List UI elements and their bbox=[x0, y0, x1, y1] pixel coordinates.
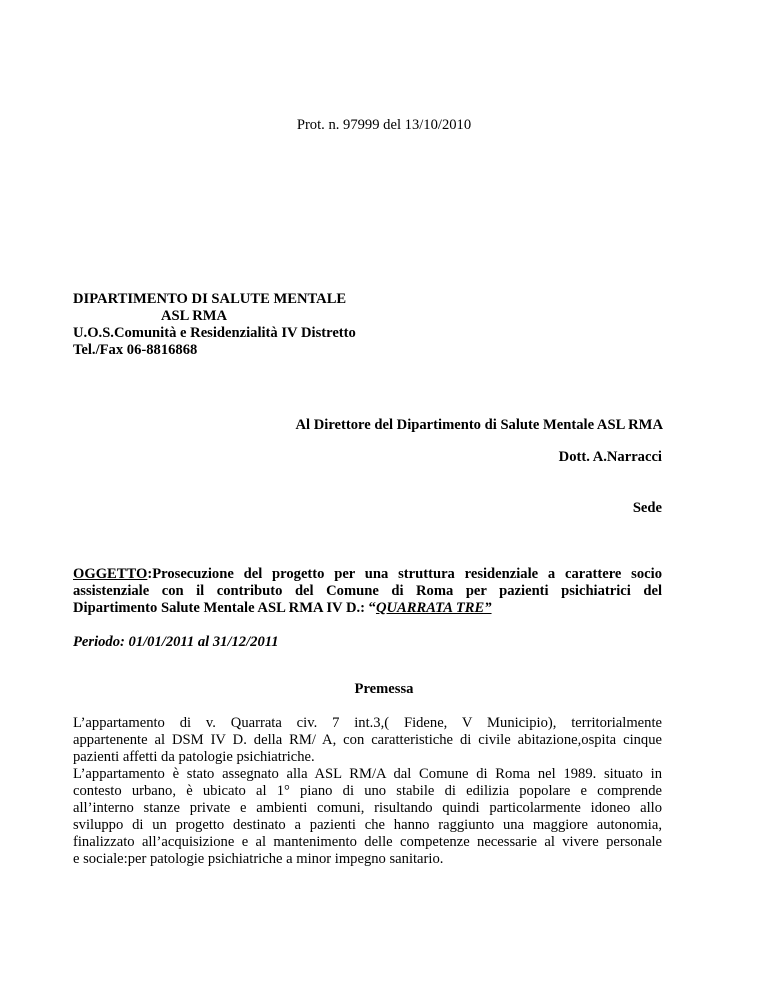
paragraph-line: e sociale:per patologie psichiatriche a minor impegno sanitario. bbox=[73, 851, 444, 867]
paragraph-line: L’appartamento di v. Quarrata civ. 7 int.3,( Fidene, V Municipio), territorialmente bbox=[73, 715, 662, 731]
sender-unit: U.O.S.Comunità e Residenzialità IV Distretto bbox=[73, 325, 356, 341]
subject-line-1 bbox=[73, 566, 662, 583]
section-title: Premessa bbox=[354, 681, 414, 697]
subject-line-2: assistenziale con il contributo del Comune di Roma per pazienti psichiatrici del bbox=[73, 583, 662, 599]
subject-label: OGGETTO bbox=[73, 566, 148, 582]
paragraph-line: all’interno stanze private e ambienti comuni, risultando quindi particolarmente idoneo allo bbox=[73, 800, 662, 816]
paragraph-line: L’appartamento è stato assegnato alla ASL RM/A dal Comune di Roma nel 1989. situato in bbox=[73, 766, 662, 782]
sender-block bbox=[73, 291, 356, 359]
body-text bbox=[73, 715, 662, 868]
subject-block bbox=[73, 566, 662, 617]
subject-period: Periodo: 01/01/2011 al 31/12/2011 bbox=[73, 634, 279, 650]
paragraph-line: appartenente al DSM IV D. della RM/ A, con caratteristiche di civile abitazione,ospita cinque bbox=[73, 732, 662, 748]
paragraph-line: pazienti affetti da patologie psichiatriche. bbox=[73, 749, 315, 765]
recipient-title: Al Direttore del Dipartimento di Salute Mentale ASL RMA bbox=[295, 417, 663, 433]
sender-phone: Tel./Fax 06-8816868 bbox=[73, 342, 198, 358]
subject-line-1-text: :Prosecuzione del progetto per una struttura residenziale a carattere socio bbox=[147, 566, 662, 582]
recipient-place: Sede bbox=[632, 500, 662, 516]
paragraph-line: contesto urbano, è ubicato al 1° piano di uno stabile di edilizia popolare e comprende bbox=[73, 783, 662, 799]
sender-department: DIPARTIMENTO DI SALUTE MENTALE bbox=[73, 291, 347, 307]
paragraph-line: finalizzato all’acquisizione e al mantenimento delle competenze necessarie al vivere personale bbox=[73, 834, 662, 850]
subject-line-3-text: Dipartimento Salute Mentale ASL RMA IV D.: “ bbox=[73, 600, 376, 616]
recipient-name: Dott. A.Narracci bbox=[558, 449, 662, 465]
sender-asl: ASL RMA bbox=[161, 308, 228, 324]
subject-line-3 bbox=[73, 600, 662, 617]
project-name: QUARRATA TRE” bbox=[375, 600, 492, 616]
protocol-number: Prot. n. 97999 del 13/10/2010 bbox=[296, 117, 472, 133]
paragraph-line: sviluppo di un progetto destinato a pazienti che hanno raggiunto una maggiore autonomia, bbox=[73, 817, 662, 833]
